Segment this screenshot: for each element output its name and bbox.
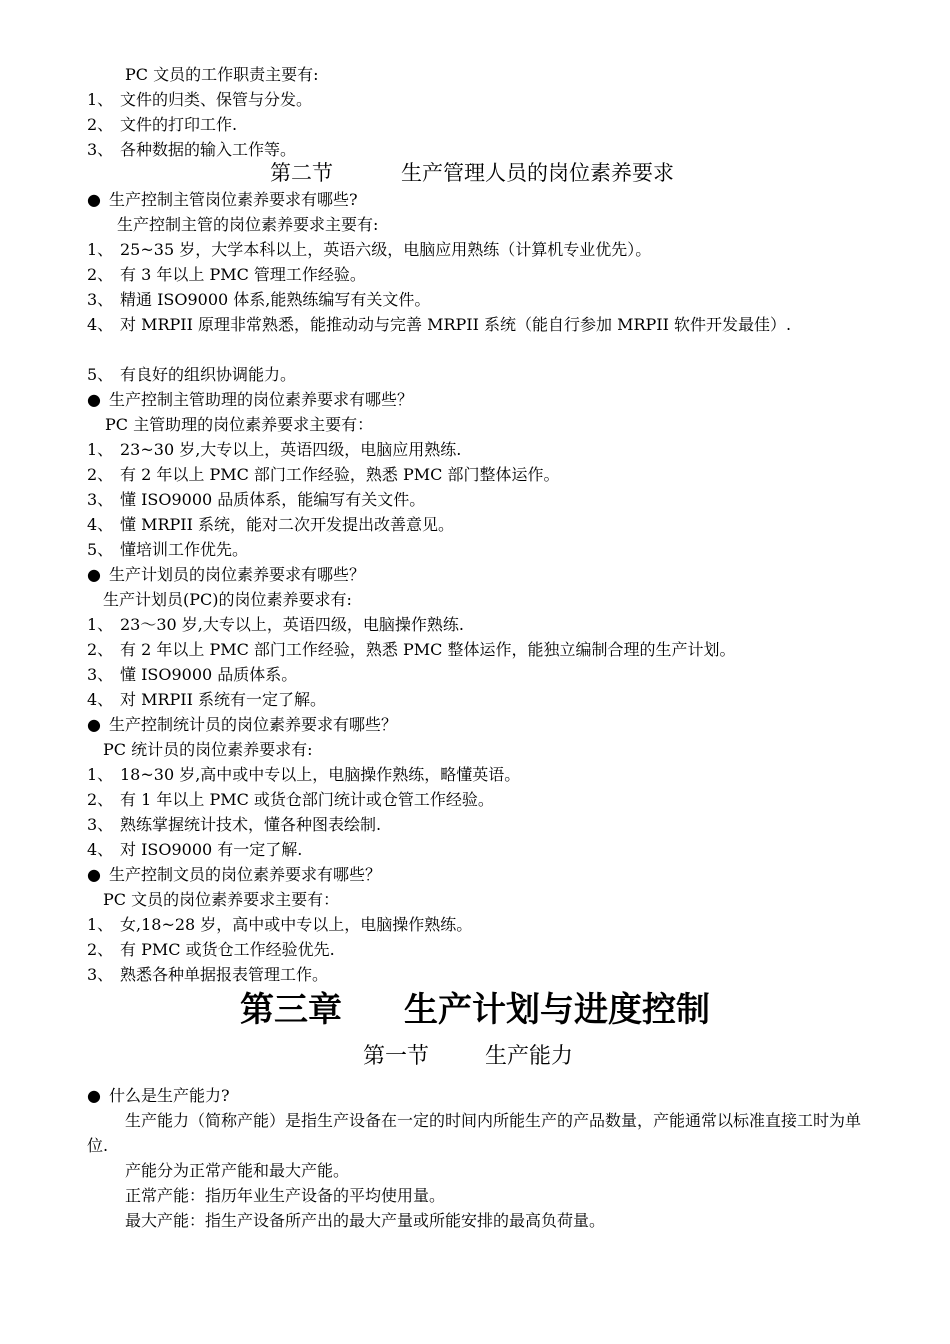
- list-item: 2、 有 2 年以上 PMC 部门工作经验，熟悉 PMC 部门整体运作。: [87, 465, 560, 484]
- list-item: 4、 对 MRPII 系统有一定了解。: [87, 690, 327, 709]
- intro-text: PC 主管助理的岗位素养要求主要有：: [105, 415, 374, 434]
- list-item: 1、 23～30 岁,大专以上，英语四级，电脑操作熟练.: [87, 615, 464, 634]
- intro-text: 生产控制主管的岗位素养要求主要有:: [117, 215, 379, 234]
- question-heading: ● 生产控制统计员的岗位素养要求有哪些？: [87, 712, 397, 737]
- list-item: 3、 精通 ISO9000 体系,能熟练编写有关文件。: [87, 290, 431, 309]
- list-item: 3、 熟练掌握统计技术，懂各种图表绘制.: [87, 815, 382, 834]
- list-item: 5、 懂培训工作优先。: [87, 540, 249, 559]
- body-text: 产能分为正常产能和最大产能。: [125, 1161, 350, 1180]
- list-item: 3、 懂 ISO9000 品质体系。: [87, 665, 298, 684]
- list-item: 2、 有 PMC 或货仓工作经验优先.: [87, 940, 335, 959]
- bullet-icon: ●: [87, 565, 101, 584]
- definition-paragraph: 生产能力（简称产能）是指生产设备在一定的时间内所能生产的产品数量，产能通常以标准直接工时为单位.: [87, 1111, 862, 1155]
- list-item: 4、 懂 MRPII 系统，能对二次开发提出改善意见。: [87, 515, 455, 534]
- list-item: 3、 懂 ISO9000 品质体系，能编写有关文件。: [87, 490, 426, 509]
- question-heading: ● 生产控制主管助理的岗位素养要求有哪些？: [87, 387, 413, 412]
- list-item: 1、 18~30 岁,高中或中专以上，电脑操作熟练，略懂英语。: [87, 765, 521, 784]
- bullet-icon: ●: [87, 390, 101, 409]
- bullet-icon: ●: [87, 715, 101, 734]
- list-item: 2、 有 2 年以上 PMC 部门工作经验，熟悉 PMC 整体运作，能独立编制合理的生产计划。: [87, 640, 736, 659]
- clerk-duties-intro: PC 文员的工作职责主要有:: [125, 65, 319, 84]
- list-item: 2、 文件的打印工作.: [87, 115, 238, 134]
- question-heading: ● 生产控制主管岗位素养要求有哪些?: [87, 187, 358, 212]
- list-item: 1、 女,18~28 岁，高中或中专以上，电脑操作熟练。: [87, 915, 473, 934]
- list-item: 1、 文件的归类、保管与分发。: [87, 90, 313, 109]
- question-heading: ● 生产控制文员的岗位素养要求有哪些？: [87, 862, 381, 887]
- list-item: 2、 有 3 年以上 PMC 管理工作经验。: [87, 265, 366, 284]
- intro-text: 生产计划员(PC)的岗位素养要求有:: [103, 590, 352, 609]
- chapter-heading: 第三章 生产计划与进度控制: [240, 990, 710, 1030]
- bullet-icon: ●: [87, 190, 101, 209]
- list-item: 5、 有良好的组织协调能力。: [87, 365, 297, 384]
- question-heading: ● 什么是生产能力?: [87, 1083, 230, 1108]
- list-item: 1、 23~30 岁,大专以上，英语四级，电脑应用熟练.: [87, 440, 462, 459]
- intro-text: PC 统计员的岗位素养要求有:: [103, 740, 313, 759]
- section-heading: 第二节 生产管理人员的岗位素养要求: [270, 161, 674, 185]
- list-item: 1、 25~35 岁，大学本科以上，英语六级，电脑应用熟练（计算机专业优先）。: [87, 240, 652, 259]
- intro-text: PC 文员的岗位素养要求主要有：: [103, 890, 340, 909]
- body-text: 正常产能：指历年业生产设备的平均使用量。: [125, 1186, 446, 1205]
- list-item: 4、 对 ISO9000 有一定了解.: [87, 840, 303, 859]
- list-item: 2、 有 1 年以上 PMC 或货仓部门统计或仓管工作经验。: [87, 790, 494, 809]
- list-item: 3、 各种数据的输入工作等。: [87, 140, 297, 159]
- body-text: 最大产能：指生产设备所产出的最大产量或所能安排的最高负荷量。: [125, 1211, 606, 1230]
- list-item: 4、 对 MRPII 原理非常熟悉，能推动动与完善 MRPII 系统（能自行参加 MRPII 软件开发最佳）.: [87, 315, 792, 334]
- bullet-icon: ●: [87, 1086, 101, 1105]
- section-heading: 第一节 生产能力: [363, 1044, 574, 1069]
- question-heading: ● 生产计划员的岗位素养要求有哪些？: [87, 562, 365, 587]
- list-item: 3、 熟悉各种单据报表管理工作。: [87, 965, 329, 984]
- bullet-icon: ●: [87, 865, 101, 884]
